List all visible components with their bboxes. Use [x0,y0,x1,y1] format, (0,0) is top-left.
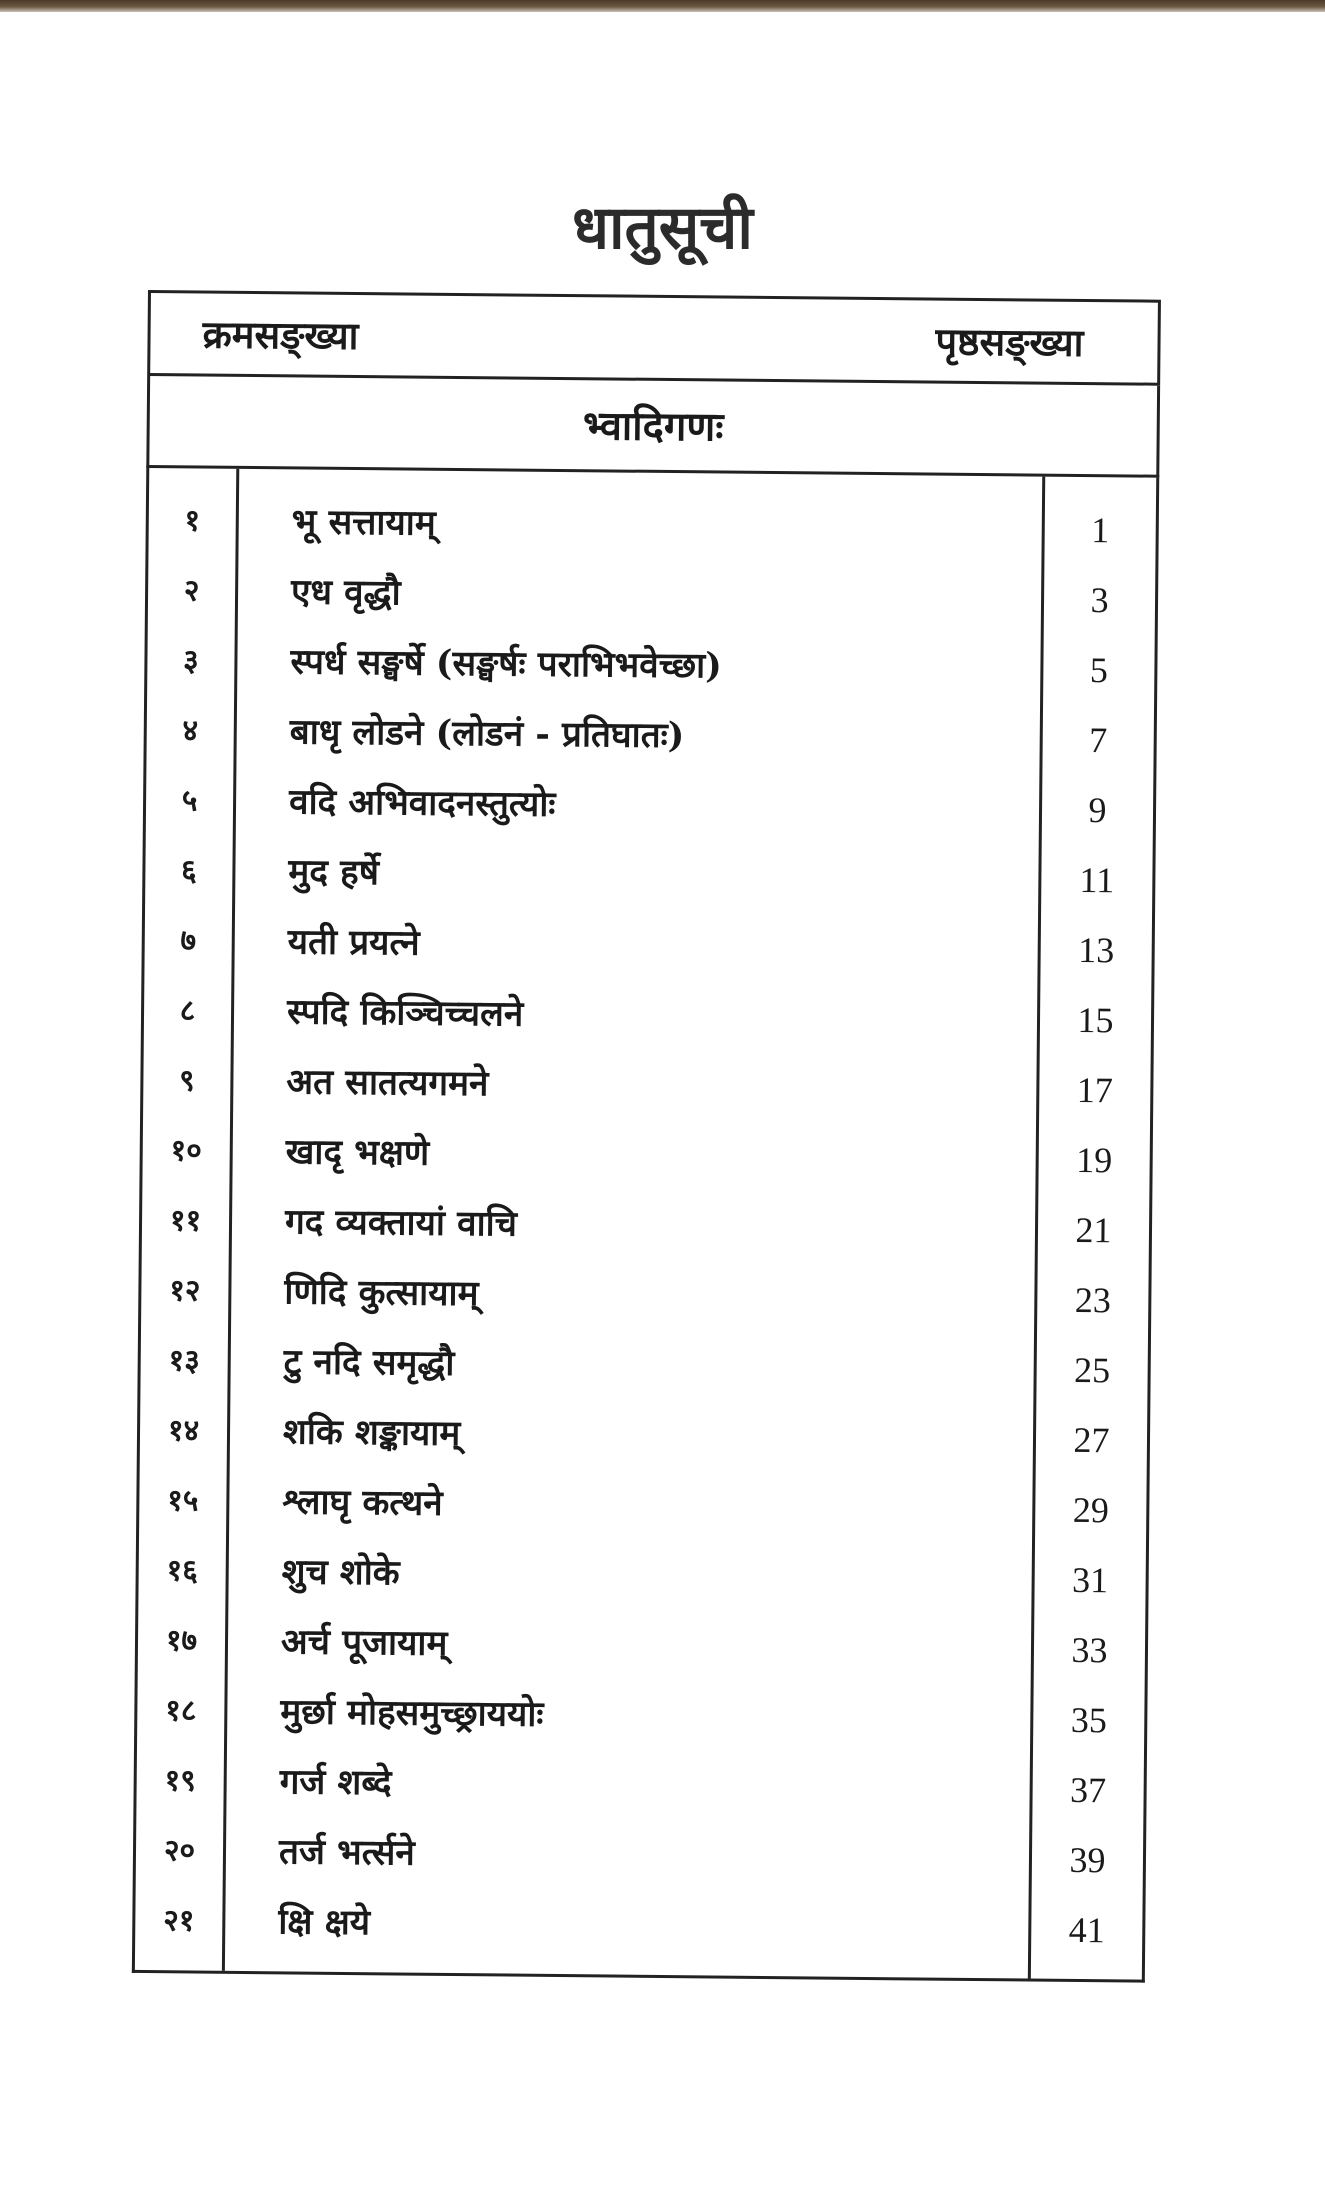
list-item [142,1122,1150,1202]
entry-page: 9 [1088,790,1107,831]
entry-page: 33 [1071,1629,1108,1671]
entry-page: 11 [1079,859,1115,901]
list-item [136,1752,1144,1832]
entry-title: गर्ज शब्दे [279,1761,392,1804]
entry-title: मुद हर्षे [288,851,380,894]
entry-title: णिदि कुत्सायाम् [284,1271,479,1315]
entry-page: 19 [1076,1139,1113,1181]
entry-number: ४ [182,713,199,749]
entry-page: 27 [1073,1419,1110,1461]
list-item [148,492,1156,572]
list-item [145,842,1153,922]
entry-number: १५ [167,1483,199,1519]
entry-number: ६ [180,853,197,889]
entry-page: 37 [1069,1769,1107,1811]
entry-title: बाधृ लोडने (लोडनं - प्रतिघातः) [289,711,685,757]
list-item [140,1402,1148,1482]
list-item [147,632,1155,712]
section-heading: भ्वादिगणः [146,376,1160,478]
entry-number: १६ [166,1553,198,1589]
entry-page: 29 [1072,1489,1110,1531]
list-item [139,1472,1147,1552]
entry-number: ८ [179,993,196,1029]
entry-page: 41 [1068,1909,1105,1951]
entry-title: खादृ भक्षणे [285,1131,430,1174]
list-item [137,1682,1145,1762]
page-title: धातुसूची [572,193,753,263]
entry-page: 21 [1075,1209,1112,1251]
entry-page: 13 [1078,929,1115,971]
list-item [148,562,1156,642]
page-number-heading: पृष्ठसङ्ख्या [935,318,1084,365]
list-item [146,702,1154,782]
entry-page: 3 [1090,580,1109,621]
list-item [144,912,1152,992]
entry-title: एध वृद्धौ [290,571,401,614]
list-item [138,1612,1146,1692]
entry-number: २० [163,1833,196,1869]
entry-number: १९ [164,1763,196,1799]
entry-number: १४ [167,1413,200,1449]
list-item [141,1262,1149,1342]
entry-page: 17 [1076,1069,1114,1111]
entry-page: 31 [1071,1559,1109,1601]
entry-number: १० [170,1133,202,1169]
entry-number: १ [184,503,201,539]
entry-title: तर्ज भर्त्सने [278,1831,416,1874]
list-item [136,1822,1144,1902]
entry-title: अर्च पूजायाम् [280,1621,448,1664]
serial-number-heading: क्रमसङ्ख्या [202,311,359,359]
entry-number: ९ [178,1063,195,1099]
entry-title: स्पर्ध सङ्घर्षे (सङ्घर्षः पराभिभवेच्छा) [290,641,722,687]
entry-title: टु नदि समृद्धौ [283,1341,455,1384]
entry-number: २१ [163,1903,195,1939]
list-item [140,1332,1148,1412]
contents-table [132,290,1161,1983]
entry-title: भू सत्तायाम् [291,501,436,544]
list-item [138,1542,1146,1622]
entry-list [132,468,1159,1983]
entry-page: 39 [1069,1839,1106,1881]
entry-page: 5 [1089,650,1109,691]
entry-title: स्पदि किञ्चिच्चलने [286,991,524,1035]
entry-page: 7 [1089,720,1108,761]
entry-number: ११ [169,1203,202,1239]
entry-title: वदि अभिवादनस्तुत्योः [288,781,556,825]
entry-title: यती प्रयत्ने [287,921,420,964]
entry-title: श्लाघृ कत्थने [282,1481,443,1524]
entry-title: अत सातत्यगमने [286,1061,489,1105]
list-item [135,1892,1143,1972]
entry-number: १२ [169,1273,201,1309]
entry-title: क्षि क्षये [278,1901,371,1944]
entry-page: 1 [1091,510,1110,551]
entry-number: ७ [180,923,197,959]
entry-page: 35 [1070,1699,1108,1741]
entry-page: 25 [1073,1349,1111,1391]
entry-page: 15 [1077,999,1114,1041]
table-header [147,290,1161,386]
list-item [144,982,1152,1062]
entry-number: २ [183,573,200,609]
entry-number: १७ [165,1623,198,1659]
entry-title: गद व्यक्तायां वाचि [284,1201,518,1245]
page-top-edge [0,0,1325,12]
list-item [143,1052,1151,1132]
entry-title: शकि शङ्कायाम् [282,1411,461,1455]
entry-number: ३ [182,643,199,679]
entry-title: मुर्छा मोहसमुच्छ्राययोः [280,1691,544,1735]
entry-number: १३ [168,1343,200,1379]
entry-number: १८ [165,1693,197,1729]
list-item [142,1192,1150,1272]
entry-number: ५ [181,783,198,819]
entry-title: शुच शोके [281,1551,400,1594]
entry-page: 23 [1074,1279,1112,1321]
list-item [146,772,1154,852]
